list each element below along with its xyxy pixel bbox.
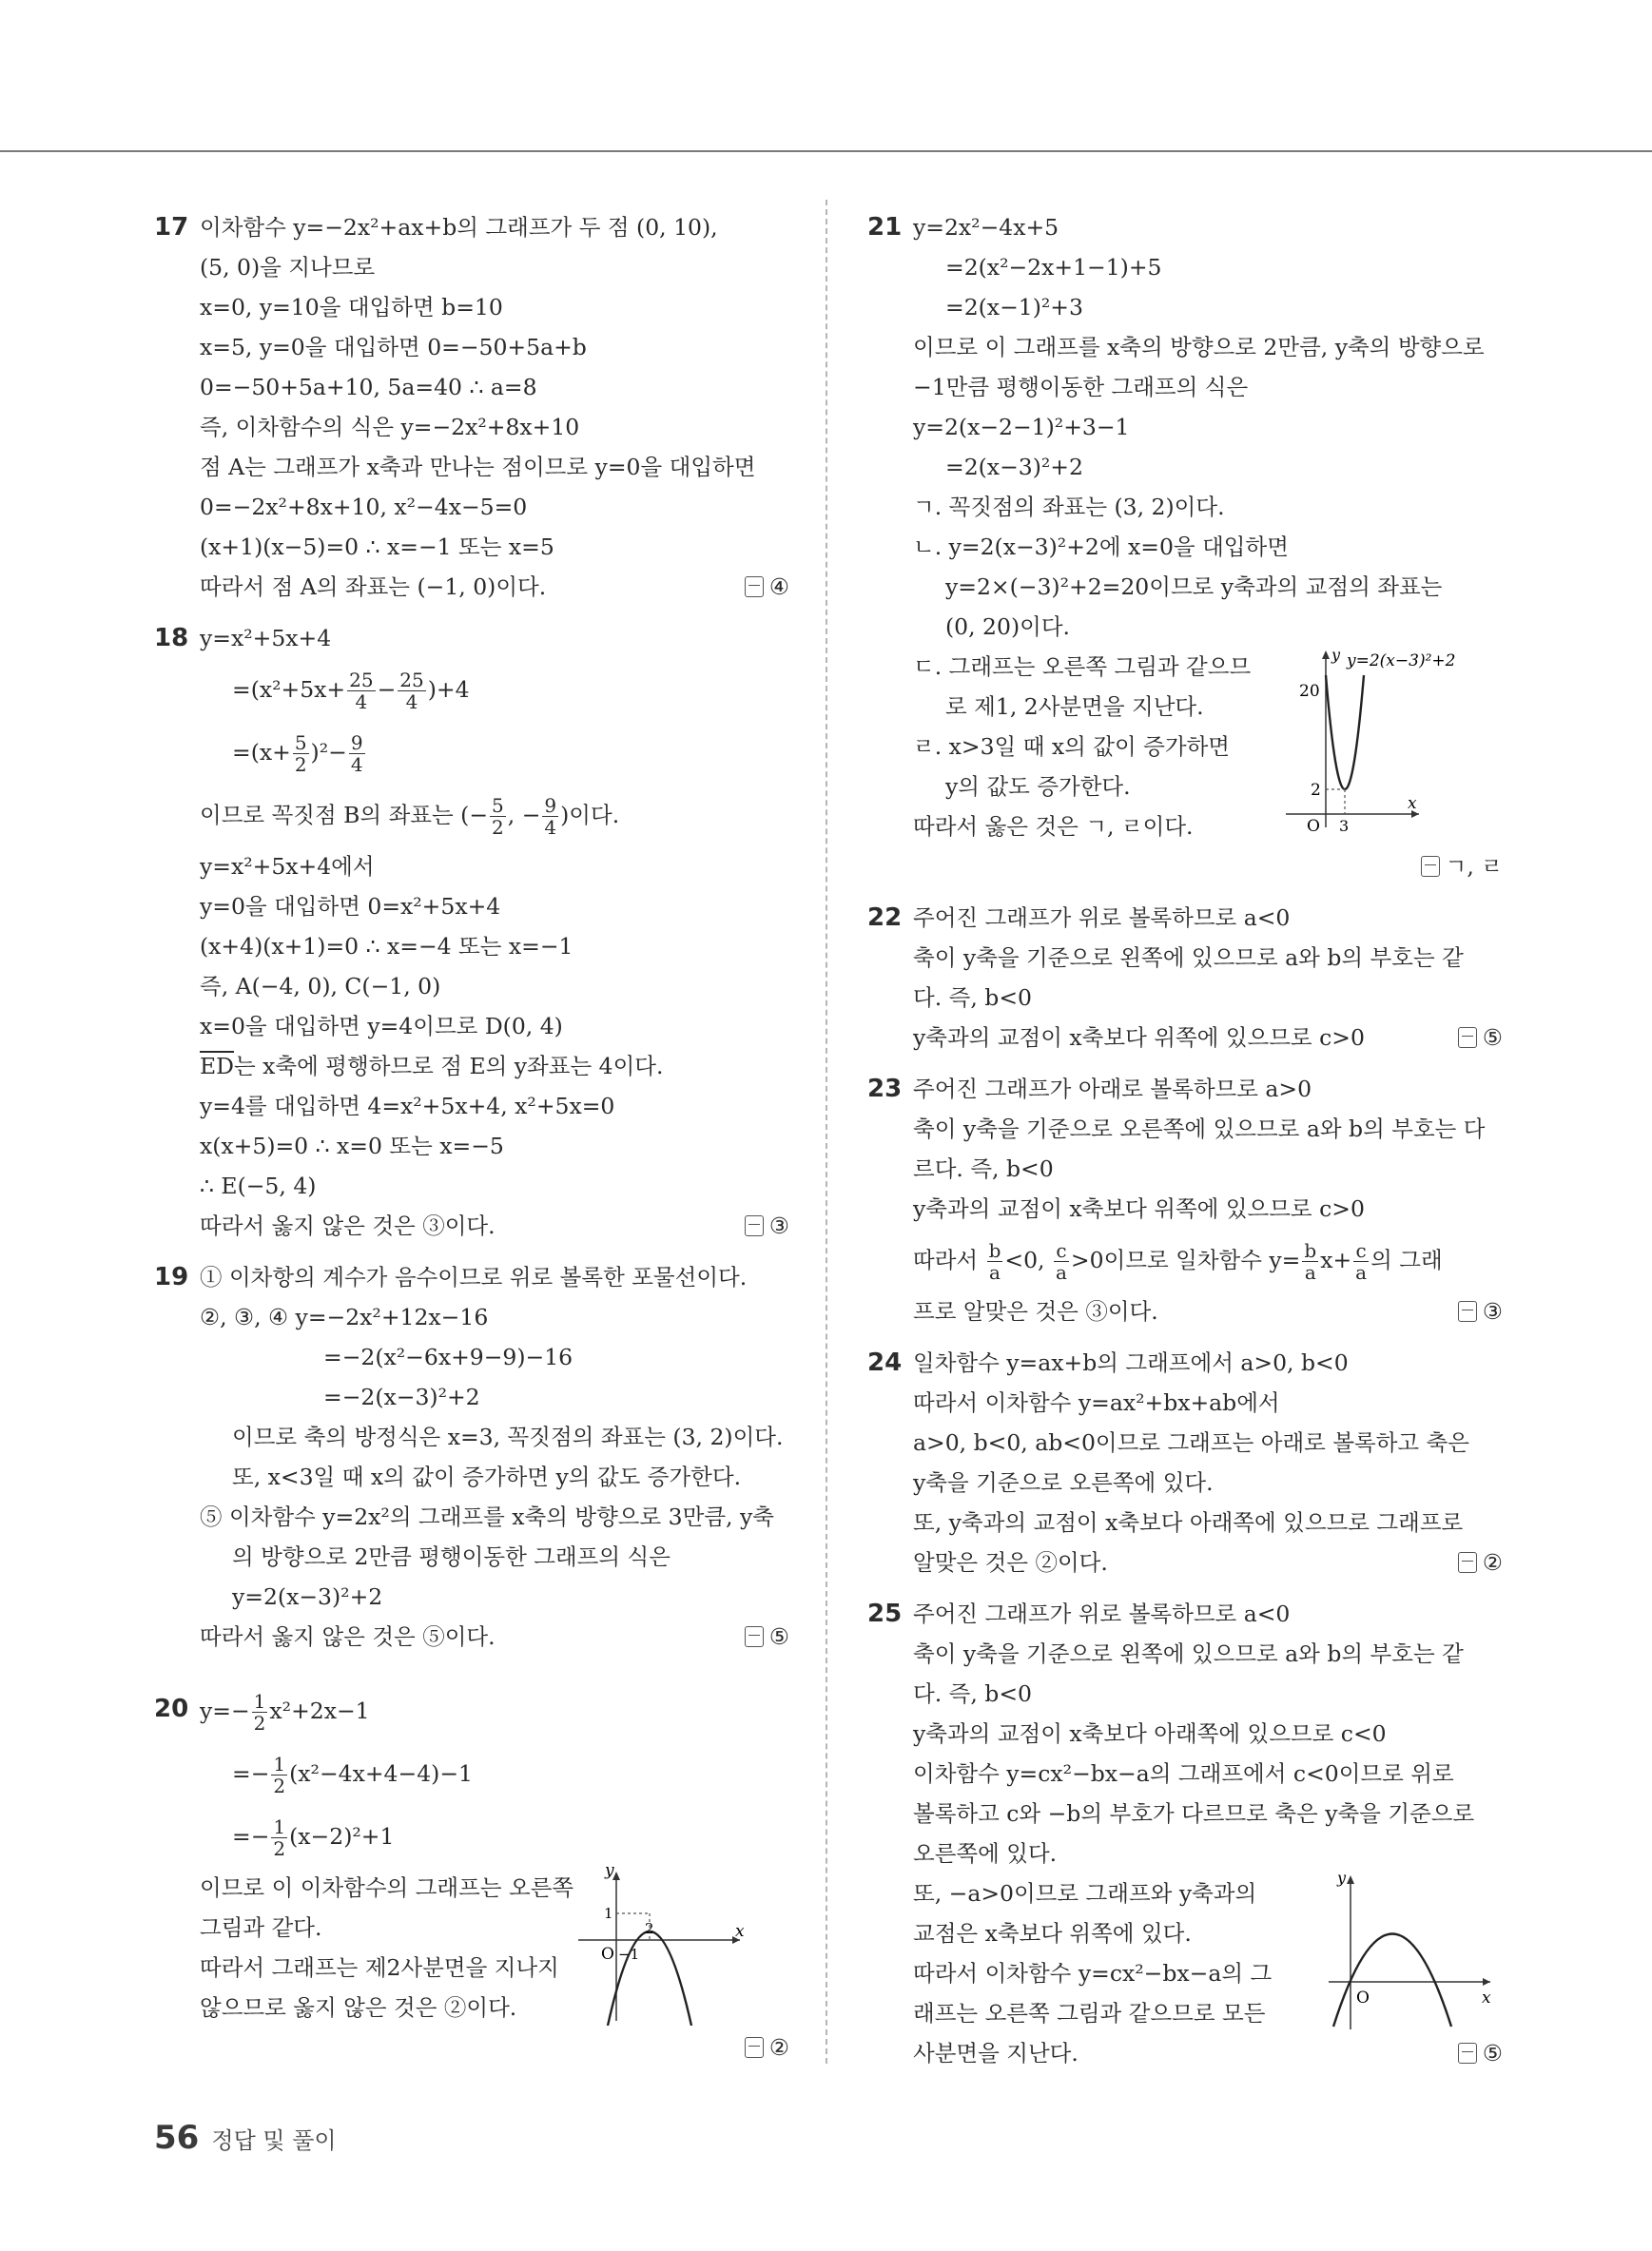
parabola xyxy=(1326,675,1364,789)
line: 축이 y축을 기준으로 왼쪽에 있으므로 a와 b의 부호는 같 xyxy=(913,944,1464,971)
problem-24 xyxy=(867,1343,1503,1582)
line: y축을 기준으로 오른쪽에 있다. xyxy=(913,1469,1214,1496)
line: y의 값도 증가한다. xyxy=(945,773,1131,800)
line: 볼록하고 c와 −b의 부호가 다르므로 축은 y축을 기준으로 xyxy=(913,1800,1475,1827)
origin-label: O xyxy=(1356,1989,1370,2008)
line: 프로 알맞은 것은 ③이다. xyxy=(913,1298,1158,1325)
line: 교점은 x축보다 위쪽에 있다. xyxy=(913,1920,1192,1947)
line: ㄱ. 꼭짓점의 좌표는 (3, 2)이다. xyxy=(913,494,1225,520)
line: 이차함수 y=cx²−bx−a의 그래프에서 c<0이므로 위로 xyxy=(913,1760,1454,1787)
fraction xyxy=(542,795,558,838)
line xyxy=(200,1679,789,1742)
line xyxy=(200,1805,789,1868)
line: ⑤ 이차함수 y=2x²의 그래프를 x축의 방향으로 3만큼, y축 xyxy=(200,1504,774,1530)
problem-21 xyxy=(867,207,1503,886)
numerator: 5 xyxy=(492,794,504,817)
line: 즉, A(−4, 0), C(−1, 0) xyxy=(200,973,441,999)
line: 또, x<3일 때 x의 값이 증가하면 y의 값도 증가한다. xyxy=(232,1464,742,1490)
answer-value: ③ xyxy=(1482,1298,1503,1325)
fraction xyxy=(347,669,375,712)
line: 이차함수 y=−2x²+ax+b의 그래프가 두 점 (0, 10), xyxy=(200,214,718,241)
page-number: 56 xyxy=(154,2119,200,2157)
line: 따라서 이차함수 y=ax²+bx+ab에서 xyxy=(913,1389,1280,1416)
origin-label: O xyxy=(601,1945,614,1964)
answer-badge xyxy=(1458,2033,1503,2073)
denominator: 2 xyxy=(273,1775,286,1797)
answer-value: ② xyxy=(768,2034,789,2061)
line: ㄴ. y=2(x−3)²+2에 x=0을 대입하면 xyxy=(913,534,1289,560)
fraction xyxy=(1054,1240,1069,1283)
problem-number: 20 xyxy=(154,1695,189,1723)
line: 즉, 이차함수의 식은 y=−2x²+8x+10 xyxy=(200,414,580,440)
answer-value: ③ xyxy=(768,1213,789,1239)
expr: x+ xyxy=(1320,1247,1352,1273)
segment-label: $\overline{ED}$ xyxy=(200,1053,234,1079)
answer-line xyxy=(913,1018,1503,1058)
denominator: a xyxy=(1355,1261,1368,1284)
denominator: 2 xyxy=(253,1712,266,1735)
problem-17 xyxy=(154,207,789,607)
line: y=2(x−3)²+2 xyxy=(232,1583,383,1610)
left-column xyxy=(154,207,789,2079)
expr: x²+2x−1 xyxy=(269,1698,370,1724)
y-label: y xyxy=(605,1864,614,1880)
line: (0, 20)이다. xyxy=(945,613,1071,640)
problem-number: 19 xyxy=(154,1263,189,1291)
denominator: a xyxy=(1304,1261,1316,1284)
fraction xyxy=(490,795,506,838)
expr: 는 x축에 평행하므로 점 E의 y좌표는 4이다. xyxy=(234,1053,664,1079)
answer-badge xyxy=(1458,1291,1503,1331)
answer-icon xyxy=(745,2037,764,2058)
column-divider xyxy=(826,200,827,2064)
line: 오른쪽에 있다. xyxy=(913,1840,1058,1867)
footer-label: 정답 및 풀이 xyxy=(211,2127,337,2154)
line: 따라서 이차함수 y=cx²−bx−a의 그 xyxy=(913,1960,1273,1987)
line: 축이 y축을 기준으로 오른쪽에 있으므로 a와 b의 부호는 다 xyxy=(913,1116,1486,1142)
expr: (x−2)²+1 xyxy=(289,1823,395,1850)
x-label: x xyxy=(1408,794,1417,813)
fraction xyxy=(987,1240,1003,1283)
tick-label: 20 xyxy=(1299,682,1320,701)
numerator: 25 xyxy=(399,669,424,691)
line xyxy=(200,721,789,784)
problem-number: 17 xyxy=(154,213,189,242)
numerator: c xyxy=(1353,1240,1369,1262)
expr: − xyxy=(377,676,397,703)
line: 알맞은 것은 ②이다. xyxy=(913,1549,1108,1576)
problem-number: 21 xyxy=(867,213,903,242)
problem-number: 18 xyxy=(154,624,189,652)
y-label: y xyxy=(1337,1870,1347,1887)
line: 축이 y축을 기준으로 왼쪽에 있으므로 a와 b의 부호는 같 xyxy=(913,1640,1464,1667)
line: y=2(x−2−1)²+3−1 xyxy=(913,414,1130,440)
origin-label: O xyxy=(1307,817,1320,836)
line: y=0을 대입하면 0=x²+5x+4 xyxy=(200,893,501,920)
problem-number: 25 xyxy=(867,1600,903,1628)
y-axis-arrow xyxy=(1322,650,1330,659)
answer-line xyxy=(913,1543,1503,1582)
fraction xyxy=(1302,1240,1318,1283)
line: 그림과 같다. xyxy=(200,1914,322,1941)
numerator: 5 xyxy=(294,731,307,754)
line: 이므로 축의 방정식은 x=3, 꼭짓점의 좌표는 (3, 2)이다. xyxy=(232,1424,784,1450)
numerator: c xyxy=(1054,1240,1069,1262)
line: y축과의 교점이 x축보다 위쪽에 있으므로 c>0 xyxy=(913,1195,1365,1222)
expr: 따라서 xyxy=(913,1247,985,1273)
expr: )+4 xyxy=(427,676,470,703)
answer-value: ⑤ xyxy=(1482,1024,1503,1051)
line: y=x²+5x+4에서 xyxy=(200,853,375,880)
expr: , − xyxy=(507,802,541,828)
numerator: b xyxy=(1304,1239,1317,1262)
line: =2(x−3)²+2 xyxy=(945,454,1083,480)
expr: )이다. xyxy=(560,802,620,828)
line: 로 제1, 2사분면을 지난다. xyxy=(945,693,1204,720)
problem-25 xyxy=(867,1594,1503,2073)
line: y축과의 교점이 x축보다 위쪽에 있으므로 c>0 xyxy=(913,1024,1365,1051)
answer-badge xyxy=(745,1206,789,1246)
line xyxy=(200,784,789,846)
line: 점 A는 그래프가 x축과 만나는 점이므로 y=0을 대입하면 xyxy=(200,454,756,480)
fraction xyxy=(293,732,309,775)
expr: )²− xyxy=(310,739,347,766)
line: 이므로 이 그래프를 x축의 방향으로 2만큼, y축의 방향으로 xyxy=(913,334,1485,360)
line: 0=−2x²+8x+10, x²−4x−5=0 xyxy=(200,494,528,520)
line: 따라서 옳지 않은 것은 ⑤이다. xyxy=(200,1623,496,1650)
line: (x+1)(x−5)=0 ∴ x=−1 또는 x=5 xyxy=(200,534,554,560)
y-label: y xyxy=(1331,647,1341,664)
answer-badge xyxy=(745,567,789,607)
line: =2(x−1)²+3 xyxy=(945,294,1083,320)
expr: >0이므로 일차함수 y= xyxy=(1070,1247,1301,1273)
line xyxy=(200,1742,789,1805)
line: =−2(x−3)²+2 xyxy=(323,1384,480,1410)
problem-19 xyxy=(154,1257,789,1657)
numerator: 9 xyxy=(544,794,557,817)
expr: <0, xyxy=(1004,1247,1052,1273)
denominator: 2 xyxy=(294,753,307,776)
line: ∴ E(−5, 4) xyxy=(200,1173,317,1199)
line: 따라서 그래프는 제2사분면을 지나지 xyxy=(200,1954,559,1981)
denominator: 4 xyxy=(544,816,557,839)
problem-22 xyxy=(867,898,1503,1058)
answer-icon xyxy=(1458,1301,1477,1322)
answer-value: ㄱ, ㄹ xyxy=(1445,853,1503,880)
line: 따라서 옳지 않은 것은 ③이다. xyxy=(200,1213,496,1239)
right-column xyxy=(867,207,1503,2085)
line: ㄷ. 그래프는 오른쪽 그림과 같으므 xyxy=(913,653,1252,680)
tick-label: 2 xyxy=(645,1920,654,1937)
problem-number: 22 xyxy=(867,903,903,932)
page-footer xyxy=(154,2119,337,2157)
y-axis-arrow xyxy=(1347,1875,1354,1884)
line: 다. 즉, b<0 xyxy=(913,984,1032,1011)
x-label: x xyxy=(1482,1989,1491,2008)
fraction xyxy=(271,1754,287,1796)
answer-line xyxy=(200,1617,789,1657)
problem-number: 24 xyxy=(867,1349,903,1377)
expr: =(x+ xyxy=(232,739,291,766)
line: (5, 0)을 지나므로 xyxy=(200,254,376,281)
numerator: 1 xyxy=(253,1690,266,1713)
equation-label: y=2(x−3)²+2 xyxy=(1347,651,1456,670)
answer-icon xyxy=(1458,1027,1477,1048)
answer-value: ④ xyxy=(768,573,789,600)
line: ㄹ. x>3일 때 x의 값이 증가하면 xyxy=(913,733,1230,760)
tick-label: 1 xyxy=(604,1905,613,1922)
expr: =(x²+5x+ xyxy=(232,676,346,703)
answer-line xyxy=(200,567,789,607)
line: =2(x²−2x+1−1)+5 xyxy=(945,254,1162,281)
graph-p25 xyxy=(1324,1870,1495,2031)
numerator: 1 xyxy=(273,1753,286,1776)
answer-icon xyxy=(1458,2043,1477,2064)
line xyxy=(913,1229,1503,1291)
header-rule xyxy=(0,150,1652,152)
denominator: a xyxy=(1055,1261,1067,1284)
numerator: 25 xyxy=(349,669,374,691)
line: 다. 즉, b<0 xyxy=(913,1680,1032,1707)
fraction xyxy=(1353,1240,1369,1283)
answer-badge xyxy=(1458,1543,1503,1582)
line: ① 이차항의 계수가 음수이므로 위로 볼록한 포물선이다. xyxy=(200,1264,748,1290)
line: =−2(x²−6x+9−9)−16 xyxy=(323,1344,573,1370)
expr: =− xyxy=(232,1823,270,1850)
expr: 의 그래 xyxy=(1370,1247,1443,1273)
line: x=0, y=10을 대입하면 b=10 xyxy=(200,294,503,320)
line xyxy=(200,1046,789,1086)
expr: (x²−4x+4−4)−1 xyxy=(289,1760,473,1787)
line: 따라서 옳은 것은 ㄱ, ㄹ이다. xyxy=(913,813,1194,840)
line: a>0, b<0, ab<0이므로 그래프는 아래로 볼록하고 축은 xyxy=(913,1429,1470,1456)
line: 이므로 이 이차함수의 그래프는 오른쪽 xyxy=(200,1874,574,1901)
expr: 이므로 꼭짓점 B의 좌표는 (− xyxy=(200,802,489,828)
line: 따라서 점 A의 좌표는 (−1, 0)이다. xyxy=(200,573,547,600)
line: y=2x²−4x+5 xyxy=(913,214,1059,241)
x-axis-arrow xyxy=(1483,1978,1490,1986)
answer-value: ⑤ xyxy=(1482,2040,1503,2067)
answer-icon xyxy=(745,576,764,597)
line: 의 방향으로 2만큼 평행이동한 그래프의 식은 xyxy=(232,1543,671,1570)
tick-label: −1 xyxy=(618,1946,640,1963)
line: x=0을 대입하면 y=4이므로 D(0, 4) xyxy=(200,1013,563,1039)
line: 래프는 오른쪽 그림과 같으므로 모든 xyxy=(913,2000,1266,2027)
line: x=5, y=0을 대입하면 0=−50+5a+b xyxy=(200,334,587,360)
numerator: 1 xyxy=(273,1815,286,1838)
answer-line xyxy=(200,1206,789,1246)
line: 주어진 그래프가 위로 볼록하므로 a<0 xyxy=(913,904,1291,931)
answer-badge xyxy=(200,2028,789,2067)
line: 0=−50+5a+10, 5a=40 ∴ a=8 xyxy=(200,374,537,400)
answer-badge xyxy=(745,1617,789,1657)
line: 또, −a>0이므로 그래프와 y축과의 xyxy=(913,1880,1257,1907)
denominator: a xyxy=(989,1261,1001,1284)
answer-line xyxy=(913,2033,1503,2073)
line: ②, ③, ④ y=−2x²+12x−16 xyxy=(200,1304,489,1330)
problem-20 xyxy=(154,1679,789,2067)
problem-23 xyxy=(867,1069,1503,1331)
answer-line xyxy=(913,1291,1503,1331)
denominator: 4 xyxy=(355,690,368,713)
denominator: 2 xyxy=(492,816,504,839)
numerator: 9 xyxy=(350,731,363,754)
line: 또, y축과의 교점이 x축보다 아래쪽에 있으므로 그래프로 xyxy=(913,1509,1464,1536)
denominator: 4 xyxy=(405,690,418,713)
answer-badge xyxy=(913,846,1503,886)
answer-icon xyxy=(1421,856,1440,877)
line: 않으므로 옳지 않은 것은 ②이다. xyxy=(200,1994,517,2021)
line: y=x²+5x+4 xyxy=(200,625,332,651)
line: x(x+5)=0 ∴ x=0 또는 x=−5 xyxy=(200,1133,504,1159)
denominator: 4 xyxy=(350,753,363,776)
numerator: b xyxy=(988,1239,1001,1262)
problem-18 xyxy=(154,618,789,1246)
answer-icon xyxy=(745,1626,764,1647)
denominator: 2 xyxy=(273,1837,286,1860)
fraction xyxy=(349,732,365,775)
tick-label: 2 xyxy=(1311,781,1321,800)
x-label: x xyxy=(735,1922,745,1941)
fraction xyxy=(398,669,425,712)
answer-badge xyxy=(1458,1018,1503,1058)
line: 주어진 그래프가 위로 볼록하므로 a<0 xyxy=(913,1601,1291,1627)
expr: y=− xyxy=(200,1698,250,1724)
line: 르다. 즉, b<0 xyxy=(913,1155,1054,1182)
answer-value: ⑤ xyxy=(768,1623,789,1650)
line: 주어진 그래프가 아래로 볼록하므로 a>0 xyxy=(913,1076,1312,1102)
line: y=4를 대입하면 4=x²+5x+4, x²+5x=0 xyxy=(200,1093,615,1119)
line: 일차함수 y=ax+b의 그래프에서 a>0, b<0 xyxy=(913,1349,1349,1376)
graph-p20 xyxy=(569,1864,749,2026)
answer-icon xyxy=(745,1215,764,1236)
line: (x+4)(x+1)=0 ∴ x=−4 또는 x=−1 xyxy=(200,933,573,960)
answer-value: ② xyxy=(1482,1549,1503,1576)
answer-icon xyxy=(1458,1552,1477,1573)
graph-p21 xyxy=(1286,647,1495,837)
line: 사분면을 지난다. xyxy=(913,2040,1079,2067)
line: −1만큼 평행이동한 그래프의 식은 xyxy=(913,374,1249,400)
tick-label: 3 xyxy=(1339,817,1350,835)
line xyxy=(200,658,789,721)
line: y축과의 교점이 x축보다 아래쪽에 있으므로 c<0 xyxy=(913,1720,1387,1747)
problem-number: 23 xyxy=(867,1075,903,1103)
fraction xyxy=(252,1691,268,1734)
expr: =− xyxy=(232,1760,270,1787)
fraction xyxy=(271,1816,287,1859)
line: y=2×(−3)²+2=20이므로 y축과의 교점의 좌표는 xyxy=(945,573,1443,600)
